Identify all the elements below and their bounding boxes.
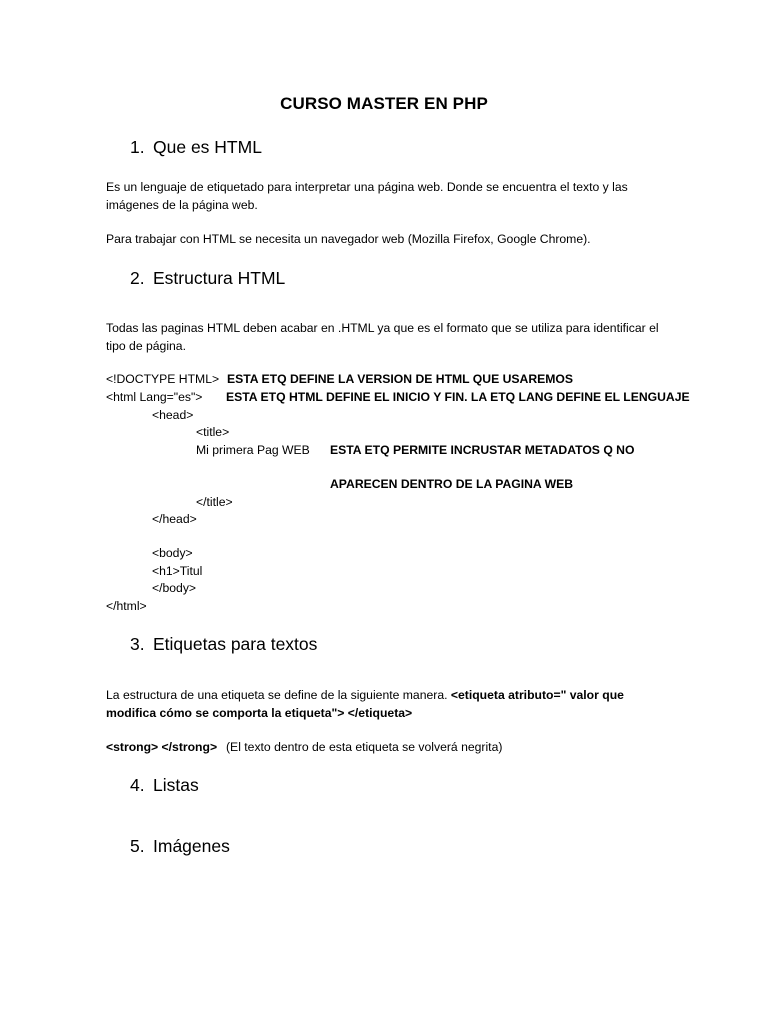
code-title-text: Mi primera Pag WEB (196, 443, 310, 457)
section-1-heading (130, 137, 262, 158)
code-title-close: </title> (196, 495, 233, 509)
code-body-open: <body> (152, 546, 193, 560)
section-4-number: 4. (130, 775, 145, 795)
section-1-paragraph-2: Para trabajar con HTML se necesita un navegador web (Mozilla Firefox, Google Chrome). (106, 232, 591, 246)
section-2-heading (130, 268, 285, 289)
section-3-paragraph-tag: <etiqueta atributo=" valor que modifica cómo se comporta la etiqueta"> </etiqueta> (106, 688, 624, 720)
section-3-title: Etiquetas para textos (153, 634, 318, 654)
document-title: CURSO MASTER EN PHP (280, 94, 488, 113)
section-1-paragraph-1: Es un lenguaje de etiquetado para interpretar una página web. Donde se encuentra el texto y las imágenes de la página web. (106, 180, 628, 212)
strong-note: (El texto dentro de esta etiqueta se volverá negrita) (226, 740, 503, 754)
section-5-heading (130, 836, 230, 857)
code-head-close: </head> (152, 512, 197, 526)
code-title-note-1: ESTA ETQ PERMITE INCRUSTAR METADATOS Q NO (330, 443, 635, 457)
code-head-open: <head> (152, 408, 194, 422)
code-title-note-2: APARECEN DENTRO DE LA PAGINA WEB (330, 477, 574, 491)
section-5-number: 5. (130, 836, 145, 856)
code-html-open: <html Lang="es"> (106, 390, 203, 404)
section-2-number: 2. (130, 268, 145, 288)
section-4-heading (130, 775, 199, 796)
section-3-number: 3. (130, 634, 145, 654)
code-doctype: <!DOCTYPE HTML> (106, 372, 220, 386)
code-doctype-note: ESTA ETQ DEFINE LA VERSION DE HTML QUE USAREMOS (227, 372, 574, 386)
strong-tags: <strong> </strong> (106, 740, 218, 754)
code-html-note: ESTA ETQ HTML DEFINE EL INICIO Y FIN. LA ETQ LANG DEFINE EL LENGUAJE (226, 390, 690, 404)
code-h1: <h1>Titul (152, 564, 203, 578)
section-1-title: Que es HTML (153, 137, 262, 157)
section-3-paragraph-1 (106, 687, 666, 722)
section-1-number: 1. (130, 137, 145, 157)
section-2-title: Estructura HTML (153, 268, 286, 288)
section-3-paragraph-intro: La estructura de una etiqueta se define de la siguiente manera. (106, 688, 451, 702)
code-html-close: </html> (106, 599, 147, 613)
code-title-open: <title> (196, 425, 230, 439)
code-body-close: </body> (152, 581, 197, 595)
section-2-paragraph-1: Todas las paginas HTML deben acabar en .HTML ya que es el formato que se utiliza para identificar el tipo de página. (106, 321, 659, 353)
section-5-title: Imágenes (153, 836, 230, 856)
section-4-title: Listas (153, 775, 199, 795)
section-3-heading (130, 634, 317, 655)
